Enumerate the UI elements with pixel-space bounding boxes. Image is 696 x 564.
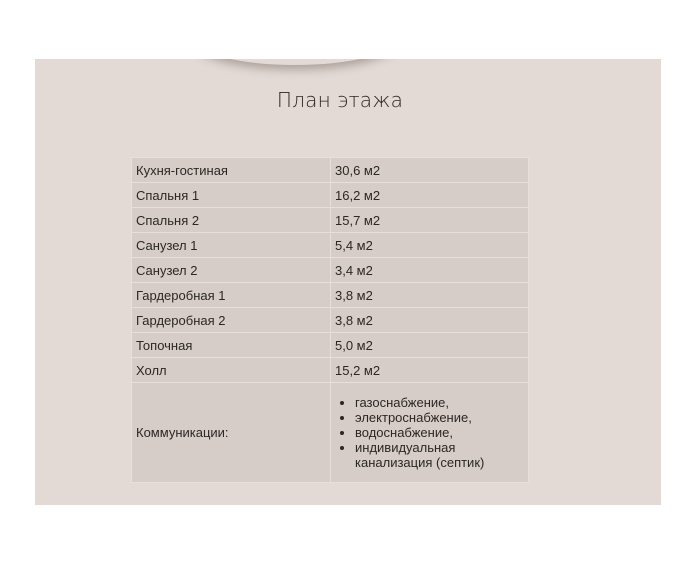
table-row [132,158,529,183]
room-area: 30,6 м2 [331,158,529,183]
table-row [132,208,529,233]
room-name: Санузел 1 [132,233,331,258]
table-row [132,333,529,358]
decorative-shadow [195,59,395,65]
communications-label: Коммуникации: [132,383,331,483]
communications-row [132,383,529,483]
page-title: План этажа [276,88,404,112]
table-row [132,183,529,208]
room-name: Холл [132,358,331,383]
room-name: Спальня 2 [132,208,331,233]
table-row [132,233,529,258]
list-item: • электроснабжение, [355,410,524,425]
room-area: 3,8 м2 [331,283,529,308]
room-name: Гардеробная 1 [132,283,331,308]
room-area: 5,4 м2 [331,233,529,258]
room-area: 5,0 м2 [331,333,529,358]
room-name: Санузел 2 [132,258,331,283]
room-area: 15,2 м2 [331,358,529,383]
room-area: 3,8 м2 [331,308,529,333]
floor-plan-panel [35,59,661,505]
room-areas-table [131,157,529,483]
room-area: 3,4 м2 [331,258,529,283]
room-area: 15,7 м2 [331,208,529,233]
room-name: Гардеробная 2 [132,308,331,333]
table-row [132,283,529,308]
table-row [132,358,529,383]
list-item: • газоснабжение, [355,395,524,410]
room-name: Топочная [132,333,331,358]
list-item: • водоснабжение, [355,425,524,440]
room-name: Спальня 1 [132,183,331,208]
list-item: • индивидуальная канализация (септик) [355,440,524,470]
table-row [132,258,529,283]
communications-cell [331,383,529,483]
communications-list [335,395,524,470]
room-area: 16,2 м2 [331,183,529,208]
room-name: Кухня-гостиная [132,158,331,183]
table-row [132,308,529,333]
